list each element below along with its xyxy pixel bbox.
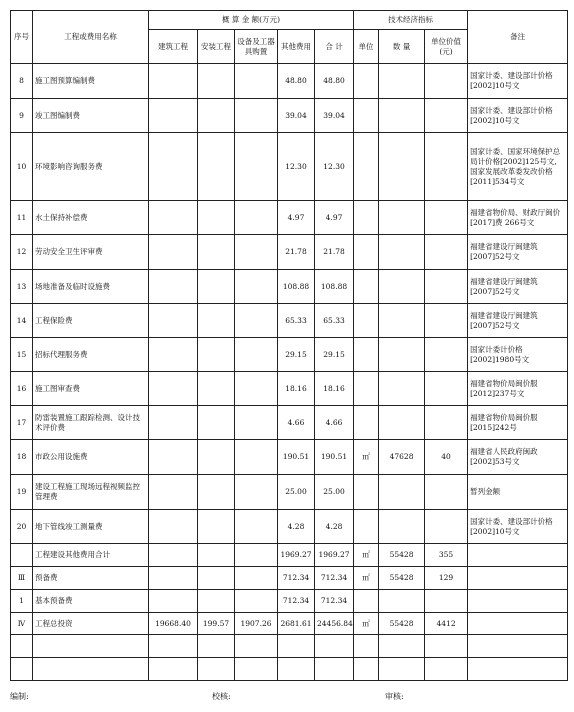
row-quantity: 55428	[379, 567, 425, 590]
row-remark	[468, 567, 568, 590]
row-other-fee: 12.30	[278, 133, 315, 201]
footer-reviewed-label: 审核:	[385, 692, 404, 701]
row-remark	[468, 635, 568, 658]
header-estimate-group: 概 算 金 额(万元)	[149, 11, 354, 30]
row-name: 基本预备费	[33, 590, 149, 613]
header-installation: 安装工程	[198, 30, 235, 64]
row-remark: 国家计委、建设部计价格[2002]10号文	[468, 99, 568, 133]
row-seq: 14	[11, 304, 33, 338]
row-equipment	[235, 64, 278, 99]
row-unit	[354, 235, 379, 270]
row-quantity	[379, 64, 425, 99]
row-construction	[149, 635, 198, 658]
row-construction	[149, 372, 198, 406]
row-unit-value	[425, 133, 468, 201]
row-name	[33, 635, 149, 658]
row-total: 24456.84	[315, 613, 354, 635]
row-installation	[198, 133, 235, 201]
row-construction: 19668.40	[149, 613, 198, 635]
table-row	[11, 372, 568, 406]
table-row	[11, 133, 568, 201]
row-total: 29.15	[315, 338, 354, 372]
row-remark	[468, 590, 568, 613]
row-name: 招标代理服务费	[33, 338, 149, 372]
row-seq: 15	[11, 338, 33, 372]
row-construction	[149, 567, 198, 590]
row-quantity	[379, 338, 425, 372]
row-name: 工程建设其他费用合计	[33, 544, 149, 567]
row-quantity	[379, 270, 425, 304]
row-construction	[149, 235, 198, 270]
row-unit-value	[425, 658, 468, 681]
row-other-fee: 712.34	[278, 590, 315, 613]
table-row	[11, 406, 568, 440]
row-total: 712.34	[315, 567, 354, 590]
row-quantity	[379, 475, 425, 510]
row-equipment	[235, 475, 278, 510]
table-row	[11, 475, 568, 510]
header-unit: 单位	[354, 30, 379, 64]
row-installation	[198, 64, 235, 99]
row-other-fee: 18.16	[278, 372, 315, 406]
row-other-fee: 65.33	[278, 304, 315, 338]
row-unit-value	[425, 235, 468, 270]
row-installation	[198, 372, 235, 406]
row-installation	[198, 338, 235, 372]
row-unit	[354, 133, 379, 201]
row-unit-value	[425, 510, 468, 544]
row-unit-value	[425, 372, 468, 406]
row-installation	[198, 440, 235, 475]
row-quantity	[379, 590, 425, 613]
row-equipment	[235, 133, 278, 201]
row-unit-value	[425, 406, 468, 440]
row-remark: 福建省物价局闽价服[2015]242号	[468, 406, 568, 440]
row-other-fee: 190.51	[278, 440, 315, 475]
row-equipment	[235, 372, 278, 406]
table-row	[11, 338, 568, 372]
table-row	[11, 270, 568, 304]
row-remark: 福建省建设厅闽建筑[2007]52号文	[468, 304, 568, 338]
row-unit-value	[425, 338, 468, 372]
header-unit-value: 单位价值(元)	[425, 30, 468, 64]
row-quantity	[379, 133, 425, 201]
row-installation	[198, 658, 235, 681]
row-seq: 16	[11, 372, 33, 406]
row-unit	[354, 201, 379, 235]
table-row	[11, 304, 568, 338]
row-equipment	[235, 304, 278, 338]
row-seq: 9	[11, 99, 33, 133]
row-remark: 国家计委、国家环境保护总局计价格[2002]125号文, 国家发展改革委发改价格 [2011]534号文	[468, 133, 568, 201]
header-remark: 备注	[468, 11, 568, 64]
row-seq: Ⅳ	[11, 613, 33, 635]
row-name: 地下管线竣工测量费	[33, 510, 149, 544]
table-row	[11, 567, 568, 590]
row-installation	[198, 406, 235, 440]
row-remark: 福建省人民政府闽政[2002]53号文	[468, 440, 568, 475]
row-equipment	[235, 99, 278, 133]
row-other-fee: 1969.27	[278, 544, 315, 567]
row-seq	[11, 544, 33, 567]
row-equipment	[235, 590, 278, 613]
table-row	[11, 64, 568, 99]
row-installation	[198, 590, 235, 613]
row-equipment	[235, 406, 278, 440]
row-total	[315, 658, 354, 681]
row-total: 712.34	[315, 590, 354, 613]
row-unit	[354, 99, 379, 133]
row-installation	[198, 201, 235, 235]
row-other-fee: 48.80	[278, 64, 315, 99]
header-equipment: 设备及工器具购置	[235, 30, 278, 64]
table-body	[11, 64, 568, 681]
table-row	[11, 544, 568, 567]
row-remark	[468, 658, 568, 681]
row-other-fee: 25.00	[278, 475, 315, 510]
row-name: 竣工图编制费	[33, 99, 149, 133]
table-row	[11, 590, 568, 613]
row-seq: 1	[11, 590, 33, 613]
row-seq: 11	[11, 201, 33, 235]
row-total: 4.97	[315, 201, 354, 235]
row-unit-value: 129	[425, 567, 468, 590]
header-quantity: 数 量	[379, 30, 425, 64]
row-equipment	[235, 510, 278, 544]
row-seq: Ⅲ	[11, 567, 33, 590]
row-unit-value: 4412	[425, 613, 468, 635]
row-quantity	[379, 658, 425, 681]
footer-compiled-label: 编制:	[10, 692, 29, 701]
row-unit: ㎡	[354, 544, 379, 567]
row-total: 25.00	[315, 475, 354, 510]
row-seq: 19	[11, 475, 33, 510]
row-equipment	[235, 270, 278, 304]
row-equipment	[235, 544, 278, 567]
row-unit	[354, 510, 379, 544]
row-remark: 福建省物价局、财政厅闽价[2017]费 266号文	[468, 201, 568, 235]
row-unit-value	[425, 475, 468, 510]
row-construction	[149, 133, 198, 201]
row-name: 施工图预算编制费	[33, 64, 149, 99]
row-total: 39.04	[315, 99, 354, 133]
row-installation	[198, 99, 235, 133]
row-construction	[149, 544, 198, 567]
row-installation	[198, 304, 235, 338]
header-seq: 序号	[11, 11, 33, 64]
row-equipment	[235, 338, 278, 372]
row-unit-value: 40	[425, 440, 468, 475]
row-total: 21.78	[315, 235, 354, 270]
row-installation	[198, 544, 235, 567]
table-row	[11, 613, 568, 635]
row-total: 108.88	[315, 270, 354, 304]
row-total: 18.16	[315, 372, 354, 406]
row-unit-value: 355	[425, 544, 468, 567]
row-seq	[11, 658, 33, 681]
row-name: 防雷装置施工跟踪检测、设计技术评价费	[33, 406, 149, 440]
table-row	[11, 99, 568, 133]
row-seq: 8	[11, 64, 33, 99]
row-unit-value	[425, 201, 468, 235]
row-name: 施工图审查费	[33, 372, 149, 406]
row-unit-value	[425, 64, 468, 99]
row-remark: 暂列金额	[468, 475, 568, 510]
row-other-fee: 4.66	[278, 406, 315, 440]
budget-table	[10, 10, 568, 681]
row-unit: ㎡	[354, 613, 379, 635]
row-name: 预备费	[33, 567, 149, 590]
row-quantity	[379, 635, 425, 658]
row-other-fee: 39.04	[278, 99, 315, 133]
row-installation: 199.57	[198, 613, 235, 635]
row-equipment	[235, 201, 278, 235]
row-name: 劳动安全卫生评审费	[33, 235, 149, 270]
row-installation	[198, 635, 235, 658]
row-quantity	[379, 99, 425, 133]
row-unit: ㎡	[354, 440, 379, 475]
row-installation	[198, 567, 235, 590]
row-unit	[354, 590, 379, 613]
row-unit	[354, 338, 379, 372]
row-quantity: 47628	[379, 440, 425, 475]
row-quantity	[379, 406, 425, 440]
header-name: 工程或费用名称	[33, 11, 149, 64]
row-remark	[468, 544, 568, 567]
row-equipment	[235, 440, 278, 475]
row-installation	[198, 270, 235, 304]
row-unit	[354, 64, 379, 99]
signature-footer	[10, 691, 567, 703]
row-total	[315, 635, 354, 658]
row-equipment: 1907.26	[235, 613, 278, 635]
header-tech-group: 技术经济指标	[354, 11, 468, 30]
row-name	[33, 658, 149, 681]
row-construction	[149, 658, 198, 681]
table-row	[11, 635, 568, 658]
row-equipment	[235, 235, 278, 270]
row-construction	[149, 406, 198, 440]
row-other-fee: 4.97	[278, 201, 315, 235]
row-unit	[354, 270, 379, 304]
row-construction	[149, 510, 198, 544]
row-quantity	[379, 510, 425, 544]
row-unit-value	[425, 99, 468, 133]
row-seq: 10	[11, 133, 33, 201]
row-unit-value	[425, 590, 468, 613]
row-construction	[149, 475, 198, 510]
row-total: 4.66	[315, 406, 354, 440]
row-seq: 17	[11, 406, 33, 440]
row-total: 1969.27	[315, 544, 354, 567]
row-other-fee: 108.88	[278, 270, 315, 304]
row-quantity	[379, 235, 425, 270]
row-other-fee: 29.15	[278, 338, 315, 372]
row-total: 12.30	[315, 133, 354, 201]
row-other-fee	[278, 658, 315, 681]
footer-checked-label: 校核:	[212, 692, 231, 701]
row-total: 65.33	[315, 304, 354, 338]
row-seq: 12	[11, 235, 33, 270]
header-construction: 建筑工程	[149, 30, 198, 64]
row-construction	[149, 440, 198, 475]
row-unit-value	[425, 270, 468, 304]
row-unit: ㎡	[354, 567, 379, 590]
row-name: 环境影响咨询服务费	[33, 133, 149, 201]
row-total: 4.28	[315, 510, 354, 544]
row-unit	[354, 475, 379, 510]
row-installation	[198, 235, 235, 270]
row-seq: 13	[11, 270, 33, 304]
row-construction	[149, 201, 198, 235]
table-row	[11, 510, 568, 544]
row-unit	[354, 406, 379, 440]
row-name: 场地准备及临时设施费	[33, 270, 149, 304]
table-row	[11, 440, 568, 475]
row-construction	[149, 338, 198, 372]
row-unit-value	[425, 635, 468, 658]
row-name: 工程总投资	[33, 613, 149, 635]
row-equipment	[235, 567, 278, 590]
row-remark: 福建省建设厅闽建筑[2007]52号文	[468, 235, 568, 270]
row-seq: 20	[11, 510, 33, 544]
row-construction	[149, 304, 198, 338]
table-row	[11, 201, 568, 235]
row-remark	[468, 613, 568, 635]
row-total: 48.80	[315, 64, 354, 99]
row-quantity	[379, 304, 425, 338]
header-other-fee: 其他费用	[278, 30, 315, 64]
row-seq: 18	[11, 440, 33, 475]
row-unit	[354, 635, 379, 658]
row-remark: 国家计委、建设部计价格[2002]10号文	[468, 510, 568, 544]
row-quantity	[379, 201, 425, 235]
row-installation	[198, 475, 235, 510]
row-quantity: 55428	[379, 613, 425, 635]
row-quantity: 55428	[379, 544, 425, 567]
row-installation	[198, 510, 235, 544]
table-row	[11, 658, 568, 681]
row-construction	[149, 99, 198, 133]
row-construction	[149, 64, 198, 99]
row-other-fee: 2681.61	[278, 613, 315, 635]
row-unit	[354, 658, 379, 681]
row-other-fee: 712.34	[278, 567, 315, 590]
header-total: 合 计	[315, 30, 354, 64]
row-unit-value	[425, 304, 468, 338]
row-other-fee	[278, 635, 315, 658]
row-remark: 国家计委、建设部计价格[2002]10号文	[468, 64, 568, 99]
row-quantity	[379, 372, 425, 406]
row-unit	[354, 304, 379, 338]
row-construction	[149, 590, 198, 613]
row-name: 水土保持补偿费	[33, 201, 149, 235]
row-name: 市政公用设施费	[33, 440, 149, 475]
row-remark: 国家计委计价格[2002]1980号文	[468, 338, 568, 372]
row-remark: 福建省物价局闽价服[2012]237号文	[468, 372, 568, 406]
row-name: 建设工程施工现场远程视频监控管理费	[33, 475, 149, 510]
row-equipment	[235, 658, 278, 681]
row-name: 工程保险费	[33, 304, 149, 338]
row-construction	[149, 270, 198, 304]
row-total: 190.51	[315, 440, 354, 475]
row-other-fee: 4.28	[278, 510, 315, 544]
row-remark: 福建省建设厅闽建筑[2007]52号文	[468, 270, 568, 304]
row-equipment	[235, 635, 278, 658]
table-row	[11, 235, 568, 270]
row-seq	[11, 635, 33, 658]
row-other-fee: 21.78	[278, 235, 315, 270]
row-unit	[354, 372, 379, 406]
